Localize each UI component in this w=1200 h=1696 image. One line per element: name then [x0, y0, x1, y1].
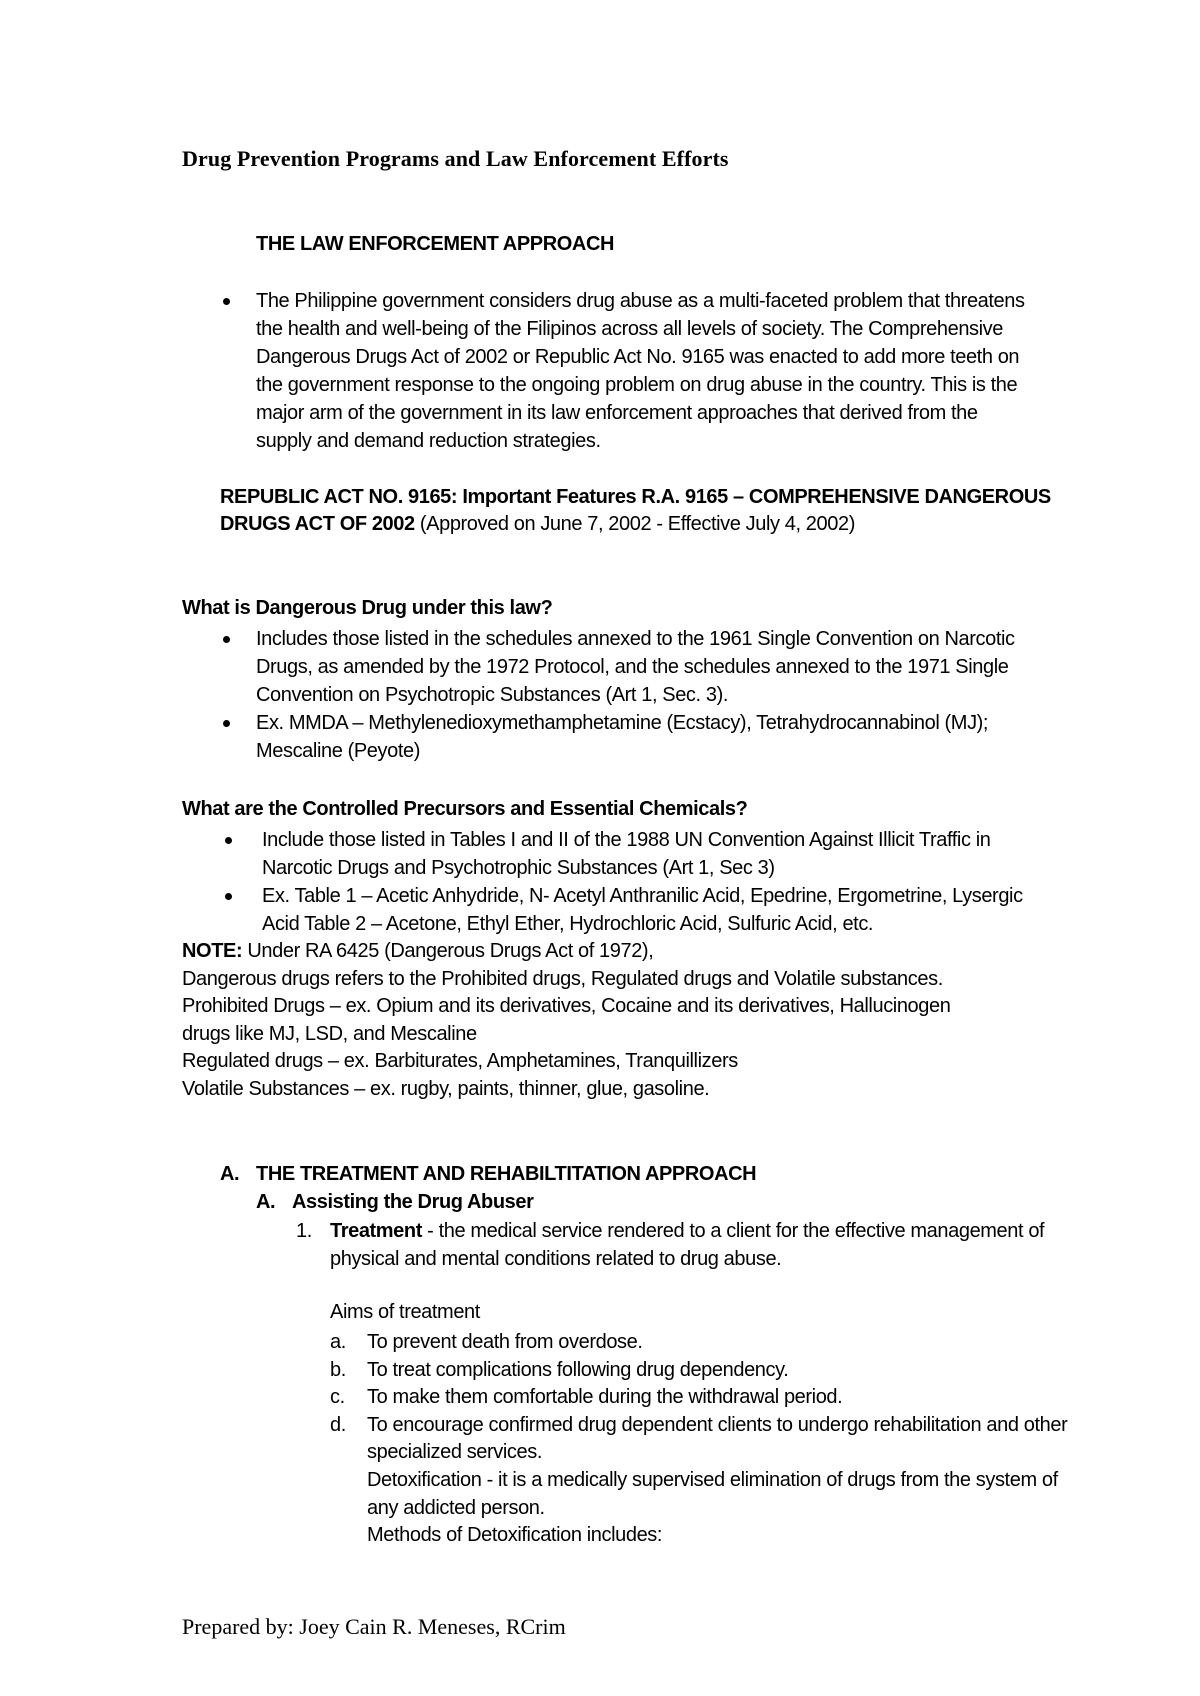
treatment-item [296, 1218, 1056, 1273]
note-line: Dangerous drugs refers to the Prohibited drugs, Regulated drugs and Volatile substances. [182, 967, 943, 990]
treatment-heading-label: A. [220, 1163, 240, 1185]
aim-text: To prevent death from overdose. [367, 1331, 643, 1353]
bullet-icon [223, 720, 230, 727]
detox-definition: Detoxification - it is a medically supervised elimination of drugs from the system of any addicted person. [367, 1468, 1058, 1519]
list-item [330, 1357, 1070, 1385]
note-line: Regulated drugs – ex. Barbiturates, Amphetamines, Tranquillizers [182, 1050, 738, 1073]
bullet-icon [223, 298, 230, 305]
list-item [330, 1412, 1070, 1550]
bullet-text: Ex. MMDA – Methylenedioxymethamphetamine (Ecstacy), Tetrahydrocannabinol (MJ); Mescaline (Peyote) [256, 712, 989, 762]
note-line: Volatile Substances – ex. rugby, paints, thinner, glue, gasoline. [182, 1077, 710, 1100]
note-line: drugs like MJ, LSD, and Mescaline [182, 1022, 477, 1045]
aim-letter: c. [330, 1386, 345, 1409]
aim-letter: a. [330, 1331, 346, 1353]
aim-d-body [367, 1412, 1070, 1550]
aim-letter: d. [330, 1413, 346, 1436]
treatment-item-body [330, 1218, 1056, 1273]
bullet-icon [223, 636, 230, 643]
treatment-item-definition: - the medical service rendered to a client for the effective management of physical and mental conditions related to drug abuse. [330, 1220, 1045, 1270]
note-label: NOTE: [182, 940, 243, 962]
ra-9165-title: REPUBLIC ACT NO. 9165: Important Features R.A. 9165 – COMPREHENSIVE DANGEROUS DRUGS ACT OF 2002 [220, 486, 1051, 535]
bullet-icon [225, 893, 232, 900]
detox-methods: Methods of Detoxification includes: [367, 1524, 663, 1547]
list-item [256, 287, 1036, 455]
list-item [256, 709, 1036, 765]
document-title: Drug Prevention Programs and Law Enforcement Efforts [182, 146, 729, 171]
note-first-text: Under RA 6425 (Dangerous Drugs Act of 1972), [242, 940, 654, 962]
law-enforcement-heading: THE LAW ENFORCEMENT APPROACH [256, 233, 615, 255]
bullet-text: Ex. Table 1 – Acetic Anhydride, N- Acetyl Anthranilic Acid, Epedrine, Ergometrine, Lysergic Acid Table 2 – Acetone, Ethyl Ether, Hydrochloric Acid, Sulfuric Acid, etc. [262, 885, 1023, 935]
assisting-heading [256, 1191, 534, 1214]
treatment-item-term: Treatment [330, 1220, 422, 1242]
dangerous-drug-bullets [256, 625, 1036, 765]
ra-9165-features [220, 484, 1080, 538]
list-item [330, 1384, 1070, 1412]
list-item [330, 1329, 1070, 1357]
aim-text: To encourage confirmed drug dependent clients to undergo rehabilitation and other specialized services. [367, 1413, 1068, 1464]
aims-heading: Aims of treatment [330, 1301, 480, 1323]
ra-9165-dates: (Approved on June 7, 2002 - Effective July 4, 2002) [414, 513, 855, 535]
aims-list [330, 1329, 1070, 1550]
note-block [182, 938, 1082, 1104]
list-item [262, 826, 1042, 882]
prepared-by-footer: Prepared by: Joey Cain R. Meneses, RCrim [182, 1614, 566, 1639]
law-enforcement-bullets [256, 287, 1036, 455]
list-item [262, 882, 1042, 938]
bullet-text: The Philippine government considers drug abuse as a multi-faceted problem that threatens the health and well-being of the Filipinos across all levels of society. The Comprehensive Dangerous Drugs Act of 2002 or Republic Act No. 9165 was enacted to add more teeth on the government response to the ongoing problem on drug abuse in the country. This is the major arm of the government in its law enforcement approaches that derived from the supply and demand reduction strategies. [256, 290, 1025, 452]
precursors-heading: What are the Controlled Precursors and Essential Chemicals? [182, 798, 748, 820]
assisting-heading-text: Assisting the Drug Abuser [292, 1191, 534, 1213]
list-item [256, 625, 1036, 709]
aim-text: To make them comfortable during the withdrawal period. [367, 1386, 843, 1409]
treatment-heading-text: THE TREATMENT AND REHABILTITATION APPROACH [256, 1163, 757, 1185]
note-line: Prohibited Drugs – ex. Opium and its derivatives, Cocaine and its derivatives, Hallucinogen [182, 995, 951, 1018]
bullet-text: Includes those listed in the schedules annexed to the 1961 Single Convention on Narcotic Drugs, as amended by the 1972 Protocol, and the schedules annexed to the 1971 Single Convention on Psychotropic Substances (Art 1, Sec. 3). [256, 628, 1015, 706]
aim-text: To treat complications following drug dependency. [367, 1358, 789, 1381]
precursors-bullets [262, 826, 1042, 938]
dangerous-drug-heading: What is Dangerous Drug under this law? [182, 597, 553, 619]
assisting-heading-label: A. [256, 1191, 276, 1213]
bullet-icon [225, 837, 232, 844]
aim-letter: b. [330, 1358, 346, 1381]
treatment-heading [220, 1163, 756, 1186]
bullet-text: Include those listed in Tables I and II of the 1988 UN Convention Against Illicit Traffic in Narcotic Drugs and Psychotrophic Substances (Art 1, Sec 3) [262, 829, 991, 879]
note-first-line [182, 938, 1082, 966]
treatment-item-number: 1. [296, 1220, 312, 1242]
